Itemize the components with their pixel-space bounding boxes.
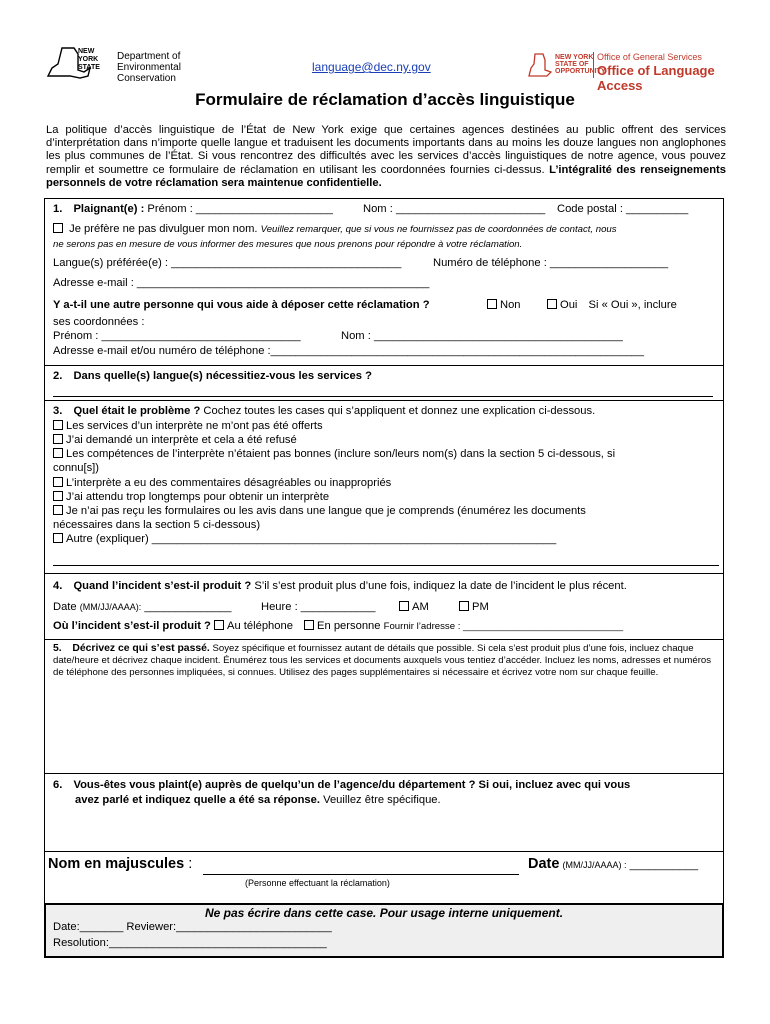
s5-number: 5.: [53, 643, 62, 654]
s3-instructions: Cochez toutes les cases qui s’appliquent et donnez une explication ci-dessous.: [203, 405, 596, 417]
s5-text-block: [53, 643, 715, 679]
section-6-divider: [45, 773, 723, 774]
in-person-label: En personne: [317, 620, 381, 632]
incident-date-format: (MM/JJ/AAAA):: [79, 602, 142, 612]
preferred-language-field[interactable]: Langue(s) préférée(e) : _____________________________________: [53, 257, 402, 269]
s3-option-checkbox[interactable]: [53, 491, 63, 501]
s6-answer-area[interactable]: [49, 811, 719, 847]
pm-checkbox[interactable]: [459, 601, 469, 611]
incident-date-label: Date: [53, 601, 77, 613]
helper-last-name-field[interactable]: Nom : ________________________________________: [341, 330, 623, 342]
pm-label: PM: [472, 601, 489, 613]
ny-state-wordmark: NEW YORK STATE: [78, 48, 100, 71]
s3-option: [53, 434, 297, 446]
ogs-logo: [525, 50, 755, 93]
am-checkbox[interactable]: [399, 601, 409, 611]
page-title: Formulaire de réclamation d’accès linguistique: [195, 90, 575, 109]
helper-contact-field[interactable]: Adresse e-mail et/ou numéro de téléphone :____________________________________________________________: [53, 345, 644, 357]
s4-instructions: S’il s’est produit plus d’une fois, indiquez la date de l’incident le plus récent.: [254, 580, 627, 592]
s3-other-field[interactable]: Autre (expliquer) _________________________________________________________________: [66, 533, 557, 545]
s4-number: 4.: [53, 580, 63, 592]
s3-option-continuation: connu[s]): [53, 462, 100, 474]
no-disclose-label: Je préfère ne pas divulguer mon nom.: [69, 223, 258, 235]
s1-row-name: [53, 203, 333, 215]
helper-non-checkbox[interactable]: [487, 299, 497, 309]
no-disclose-note-1: Veuillez remarquer, que si vous ne fournissez pas de coordonnées de contact, nous: [260, 224, 617, 235]
helper-oui-option: [547, 299, 677, 311]
section-3-divider: [45, 400, 723, 401]
dec-line-2: Environmental: [117, 62, 181, 73]
email-field[interactable]: Adresse e-mail : _______________________________________________: [53, 277, 430, 289]
am-label: AM: [412, 601, 429, 613]
print-name-label: Nom en majuscules: [48, 856, 185, 872]
helper-oui-note: Si « Oui », inclure: [588, 299, 677, 311]
s2-heading: Dans quelle(s) langue(s) nécessitiez-vous les services ?: [73, 370, 372, 382]
complainant-first-name-field[interactable]: Prénom : ______________________: [147, 203, 333, 215]
section-5-divider: [45, 639, 723, 640]
phone-number-field[interactable]: Numéro de téléphone : ___________________: [433, 257, 669, 269]
s3-option: [53, 420, 323, 432]
helper-oui-checkbox[interactable]: [547, 299, 557, 309]
s4-where-row: [53, 620, 623, 632]
s1-number: 1.: [53, 203, 63, 215]
s2-number: 2.: [53, 370, 63, 382]
helper-coords-label: ses coordonnées :: [53, 316, 145, 328]
helper-question-row: [53, 299, 430, 311]
s6-number: 6.: [53, 779, 63, 791]
print-name-colon: :: [184, 856, 193, 872]
sign-date-field[interactable]: ___________: [629, 859, 699, 871]
postal-code-field[interactable]: Code postal : __________: [557, 203, 689, 215]
s3-option-checkbox[interactable]: [53, 420, 63, 430]
no-disclose-note-2: ne serons pas en mesure de vous informer des mesures que nous prenons pour répondre à votre réclamation.: [53, 239, 523, 250]
helper-non-label: Non: [500, 299, 521, 311]
dec-line-3: Conservation: [117, 73, 176, 84]
s3-option-label: L’interprète a eu des commentaires désagréables ou inappropriés: [66, 477, 392, 489]
sign-date-row: [528, 856, 698, 872]
s3-option: [53, 448, 615, 460]
s3-heading: Quel était le problème ?: [73, 405, 201, 417]
intro-confidential: L’intégralité des renseignements personnels de votre réclamation sera maintenue confidentielle.: [46, 163, 726, 189]
internal-resolution-field[interactable]: Resolution:___________________________________: [53, 937, 327, 949]
s6-tail: Veuillez être spécifique.: [323, 794, 441, 806]
s3-option: [53, 491, 329, 503]
am-option: [399, 601, 429, 613]
s3-option-label: Les services d’un interprète ne m’ont pas été offerts: [66, 420, 323, 432]
s1-no-disclose-row: [53, 223, 617, 235]
incident-address-field[interactable]: Fournir l’adresse : ______________________________: [383, 621, 624, 632]
sign-date-format: (MM/JJ/AAAA) :: [562, 860, 627, 870]
ola-name: Office of Language Access: [597, 63, 715, 93]
nys-opportunity-wordmark: NEW YORK STATE OF OPPORTUNITY: [555, 54, 606, 75]
s4-row: [53, 580, 627, 592]
by-phone-label: Au téléphone: [226, 620, 293, 632]
helper-first-name-field[interactable]: Prénom : ________________________________: [53, 330, 301, 342]
s3-option: [53, 505, 586, 517]
in-person-checkbox[interactable]: [304, 620, 314, 630]
s3-option-continuation: nécessaires dans la section 5 ci-dessous): [53, 519, 261, 531]
complainant-last-name-field[interactable]: Nom : ________________________: [363, 203, 546, 215]
helper-non-option: [487, 299, 521, 311]
s6-heading-1: Vous-êtes vous plaint(e) auprès de quelqu’un de l’agence/du département ? Si oui, incluez avec qui vous: [73, 779, 631, 791]
s3-option-checkbox[interactable]: [53, 477, 63, 487]
internal-use-heading: Ne pas écrire dans cette case. Pour usage interne uniquement.: [204, 906, 564, 920]
s2-row: [53, 370, 372, 382]
dec-line-1: Department of: [117, 51, 181, 62]
by-phone-checkbox[interactable]: [214, 620, 224, 630]
s2-answer-line[interactable]: [53, 396, 713, 397]
s5-heading: Décrivez ce qui s’est passé.: [72, 643, 210, 654]
s6-row-1: [53, 779, 630, 791]
s4-heading: Quand l’incident s’est-il produit ?: [73, 580, 252, 592]
internal-use-box: [44, 903, 724, 958]
helper-oui-label: Oui: [560, 299, 578, 311]
s1-heading: Plaignant(e) :: [73, 203, 145, 215]
s3-row: [53, 405, 595, 417]
s3-option-checkbox[interactable]: [53, 505, 63, 515]
complaint-form: [44, 198, 724, 958]
s6-heading-2: avez parlé et indiquez quelle a été sa réponse.: [75, 794, 320, 806]
s3-number: 3.: [53, 405, 63, 417]
internal-review-field[interactable]: Date:_______ Reviewer:_________________________: [53, 921, 332, 933]
s5-answer-area[interactable]: [49, 699, 719, 771]
s3-option: [53, 477, 391, 489]
incident-where-label: Où l’incident s’est-il produit ?: [53, 620, 211, 632]
print-name-field[interactable]: [203, 874, 519, 875]
ogs-name: Office of General Services: [597, 52, 702, 62]
s3-option-checkbox[interactable]: [53, 434, 63, 444]
helper-question: Y a-t-il une autre personne qui vous aide à déposer cette réclamation ?: [53, 299, 430, 311]
logo-divider: [593, 52, 594, 78]
section-4-divider: [45, 573, 723, 574]
s6-row-2: [75, 794, 441, 806]
s3-option-label: J’ai attendu trop longtemps pour obtenir un interprète: [66, 491, 330, 503]
s3-option-other: [53, 533, 556, 545]
intro-text: La politique d’accès linguistique de l’État de New York exige que certaines agences destinées au public offrent des services d’interprétation dans n’importe quelle langue et traduisent les documents importants dans au moins les douze langues non anglophones les plus communes de l’État. Si vous rencontrez des difficultés avec les services d’accès linguistiques de notre agence, vous pouvez remplir et soumettre ce formulaire de réclamation en utilisant les coordonnées fournies ci-dessus.: [46, 124, 726, 176]
s4-date-row: [53, 601, 231, 613]
s3-option-checkbox[interactable]: [53, 448, 63, 458]
ny-state-map-red-icon: [525, 50, 555, 80]
sign-date-label: Date: [528, 856, 560, 872]
s3-answer-line[interactable]: [53, 565, 719, 566]
s3-option-label: Je n’ai pas reçu les formulaires ou les avis dans une langue que je comprends (énumérez les documents: [66, 505, 586, 517]
print-name-row: [48, 856, 192, 872]
s3-other-checkbox[interactable]: [53, 533, 63, 543]
s3-option-label: Les compétences de l’interprète n’étaient pas bonnes (inclure son/leurs nom(s) dans la section 5 ci-dessous, si: [66, 448, 616, 460]
s5-instructions: Soyez spécifique et fournissez autant de détails que possible. Si cela s’est produit plus d’une fois, incluez chaque date/heure et décrivez chaque incident. Énumérez tous les services et documents auxquels vous tentiez d’accéder. Incluez les noms, adresses et numéros de téléphone des personnes impliquées, si connues. Utilisez des pages supplémentaires si nécessaire et écrivez votre nom sur chaque feuille.: [53, 643, 712, 678]
incident-date-field[interactable]: ______________: [144, 601, 232, 613]
pm-option: [459, 601, 489, 613]
dec-name: [117, 51, 181, 84]
signature-caption: (Personne effectuant la réclamation): [245, 878, 390, 888]
s3-option-label: J’ai demandé un interprète et cela a été refusé: [66, 434, 297, 446]
signature-divider: [45, 851, 723, 852]
intro-paragraph: [46, 124, 726, 190]
no-disclose-checkbox[interactable]: [53, 223, 63, 233]
section-2-divider: [45, 365, 723, 366]
contact-email-link[interactable]: language@dec.ny.gov: [312, 60, 431, 74]
dec-logo: [44, 42, 234, 86]
incident-time-field[interactable]: Heure : ____________: [261, 601, 376, 613]
